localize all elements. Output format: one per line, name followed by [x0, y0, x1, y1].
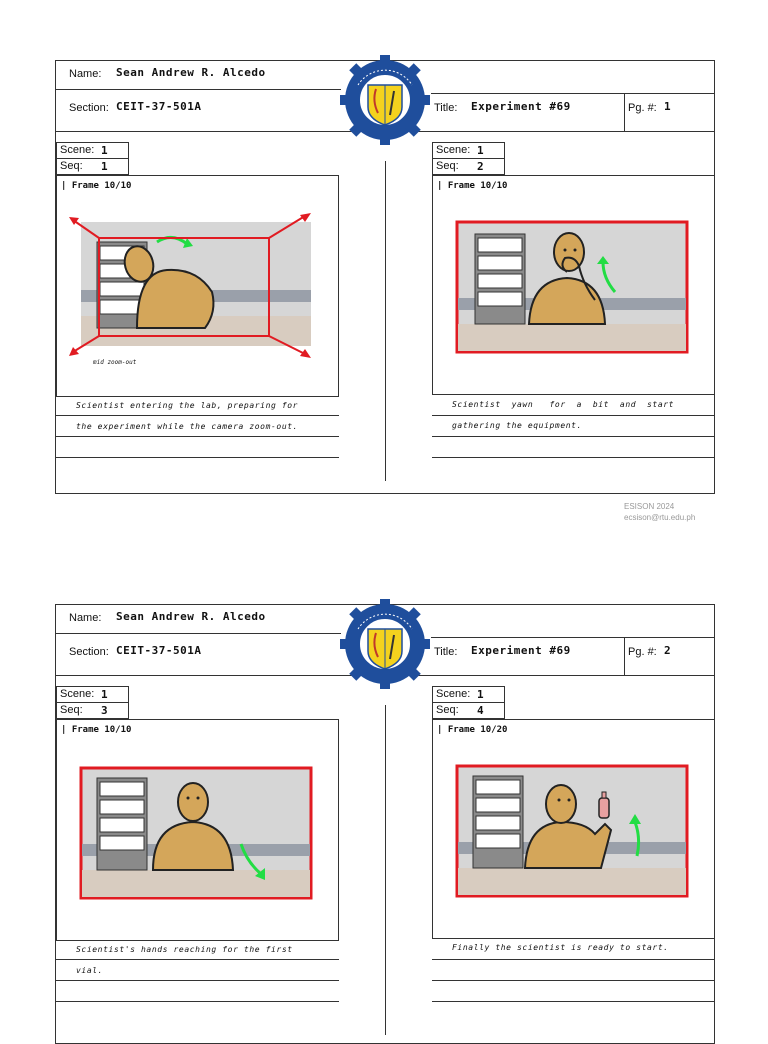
university-seal-icon — [340, 599, 430, 689]
frame-panel — [432, 175, 715, 395]
section-value: CEIT-37-501A — [116, 100, 202, 113]
caption-line-1: Scientist's hands reaching for the first — [76, 945, 293, 954]
frame-label: | Frame 10/10 — [437, 181, 508, 191]
page-value: 2 — [664, 644, 672, 657]
scene-value: 1 — [101, 688, 109, 701]
scene-seq-box — [432, 686, 505, 719]
scene-value: 1 — [477, 144, 485, 157]
caption-line-1: Scientist entering the lab, preparing for — [76, 401, 299, 410]
frame-panel — [56, 719, 339, 941]
footer-credit — [624, 501, 695, 523]
scene-label: Scene: — [436, 144, 471, 156]
footer-line-2: ecsison@rtu.edu.ph — [624, 513, 696, 522]
seq-label: Seq: — [60, 704, 83, 716]
section-label: Section: — [69, 646, 109, 658]
scene-label: Scene: — [60, 144, 95, 156]
name-value: Sean Andrew R. Alcedo — [116, 610, 266, 623]
scene-seq-box — [432, 142, 505, 175]
page-value: 1 — [664, 100, 672, 113]
caption-line-1: Scientist yawn for a bit and start — [452, 400, 675, 409]
caption-line-2: vial. — [76, 966, 104, 975]
frame-label: | Frame 10/10 — [61, 725, 132, 735]
scene-illustration — [455, 764, 689, 898]
seq-value: 2 — [477, 160, 485, 173]
name-label: Name: — [69, 68, 102, 80]
seq-label: Seq: — [436, 160, 459, 172]
scene-illustration — [67, 212, 317, 362]
title-label: Title: — [434, 646, 458, 658]
footer-line-1: ESISON 2024 — [624, 502, 675, 511]
seq-label: Seq: — [436, 704, 459, 716]
scene-label: Scene: — [436, 688, 471, 700]
scene-illustration — [455, 220, 689, 354]
page-label: Pg. #: — [628, 102, 657, 114]
caption-line-1: Finally the scientist is ready to start. — [452, 943, 669, 952]
page-label: Pg. #: — [628, 646, 657, 658]
frame-note: mid zoom-out — [93, 359, 137, 366]
frame-panel — [56, 175, 339, 397]
scene-seq-box — [56, 142, 129, 175]
seq-value: 3 — [101, 704, 109, 717]
scene-seq-box — [56, 686, 129, 719]
scene-value: 1 — [101, 144, 109, 157]
scene-illustration — [79, 766, 313, 900]
frame-label: | Frame 10/20 — [437, 725, 508, 735]
name-label: Name: — [69, 612, 102, 624]
seq-label: Seq: — [60, 160, 83, 172]
title-value: Experiment #69 — [471, 100, 571, 113]
university-seal-icon — [340, 55, 430, 145]
frame-label: | Frame 10/10 — [61, 181, 132, 191]
scene-label: Scene: — [60, 688, 95, 700]
section-value: CEIT-37-501A — [116, 644, 202, 657]
seq-value: 1 — [101, 160, 109, 173]
scene-value: 1 — [477, 688, 485, 701]
section-label: Section: — [69, 102, 109, 114]
name-value: Sean Andrew R. Alcedo — [116, 66, 266, 79]
caption-line-2: the experiment while the camera zoom-out. — [76, 422, 299, 431]
title-value: Experiment #69 — [471, 644, 571, 657]
caption-line-2: gathering the equipment. — [452, 421, 582, 430]
title-label: Title: — [434, 102, 458, 114]
frame-panel — [432, 719, 715, 939]
seq-value: 4 — [477, 704, 485, 717]
